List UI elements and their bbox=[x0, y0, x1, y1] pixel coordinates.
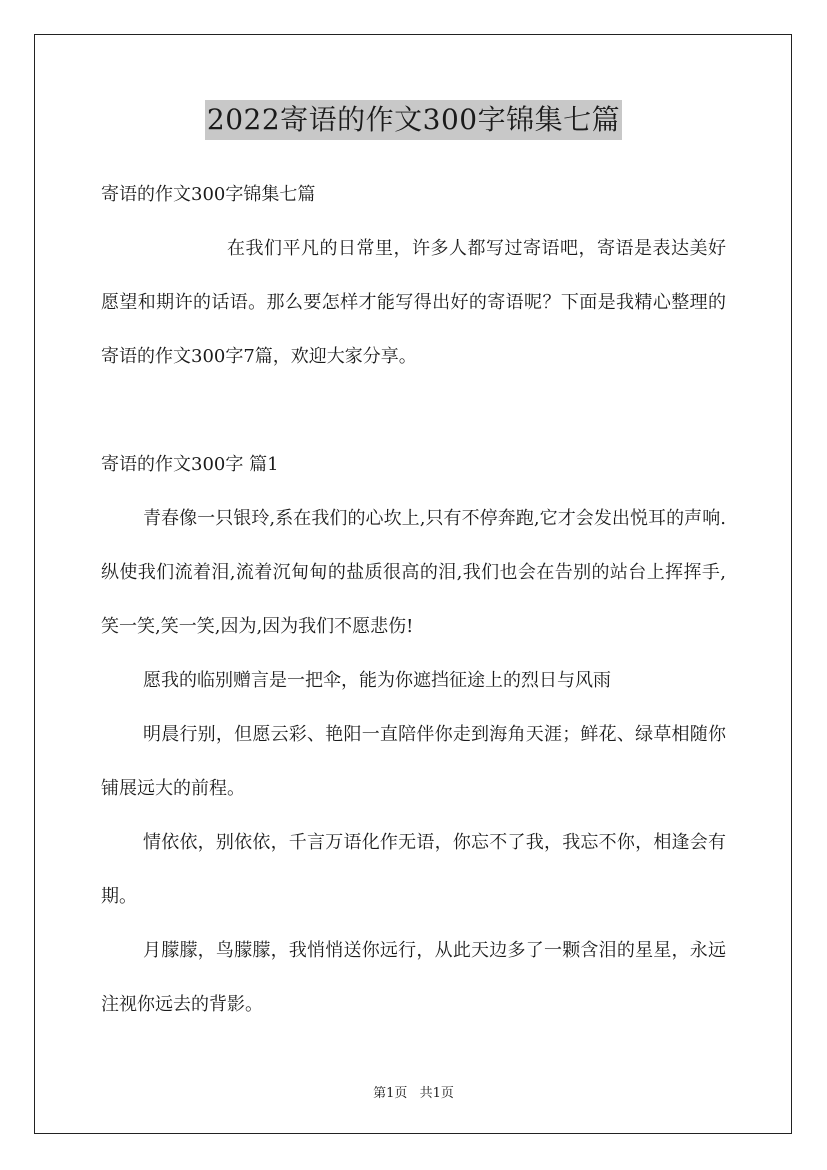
paragraph-5: 月朦朦，鸟朦朦，我悄悄送你远行，从此天边多了一颗含泪的星星，永远注视你远去的背影。 bbox=[101, 940, 726, 1015]
paragraph-1: 青春像一只银玲,系在我们的心坎上,只有不停奔跑,它才会发出悦耳的声响. 纵使我们流着泪,流着沉甸甸的盐质很高的泪,我们也会在告别的站台上挥挥手,笑一笑,笑一笑,因为,因为我们不愿悲伤! bbox=[101, 508, 726, 637]
paragraph-4: 情依依，别依依，千言万语化作无语，你忘不了我，我忘不你，相逢会有期。 bbox=[101, 832, 726, 907]
page-footer bbox=[0, 1082, 827, 1101]
page-total: 共1页 bbox=[419, 1086, 454, 1101]
intro-section bbox=[101, 168, 726, 384]
paragraph-2: 愿我的临别赠言是一把伞，能为你遮挡征途上的烈日与风雨 bbox=[143, 670, 611, 691]
article-body bbox=[101, 438, 726, 1032]
page-number: 第1页 bbox=[373, 1086, 408, 1101]
document-subtitle: 寄语的作文300字锦集七篇 bbox=[101, 184, 316, 205]
title-container bbox=[0, 100, 827, 140]
document-title: 2022寄语的作文300字锦集七篇 bbox=[205, 100, 622, 140]
paragraph-3: 明晨行别，但愿云彩、艳阳一直陪伴你走到海角天涯；鲜花、绿草相随你铺展远大的前程。 bbox=[101, 724, 726, 799]
section-heading: 寄语的作文300字 篇1 bbox=[101, 454, 279, 475]
intro-paragraph: 在我们平凡的日常里，许多人都写过寄语吧，寄语是表达美好愿望和期许的话语。那么要怎样才能写得出好的寄语呢？下面是我精心整理的寄语的作文300字7篇，欢迎大家分享。 bbox=[101, 238, 726, 367]
